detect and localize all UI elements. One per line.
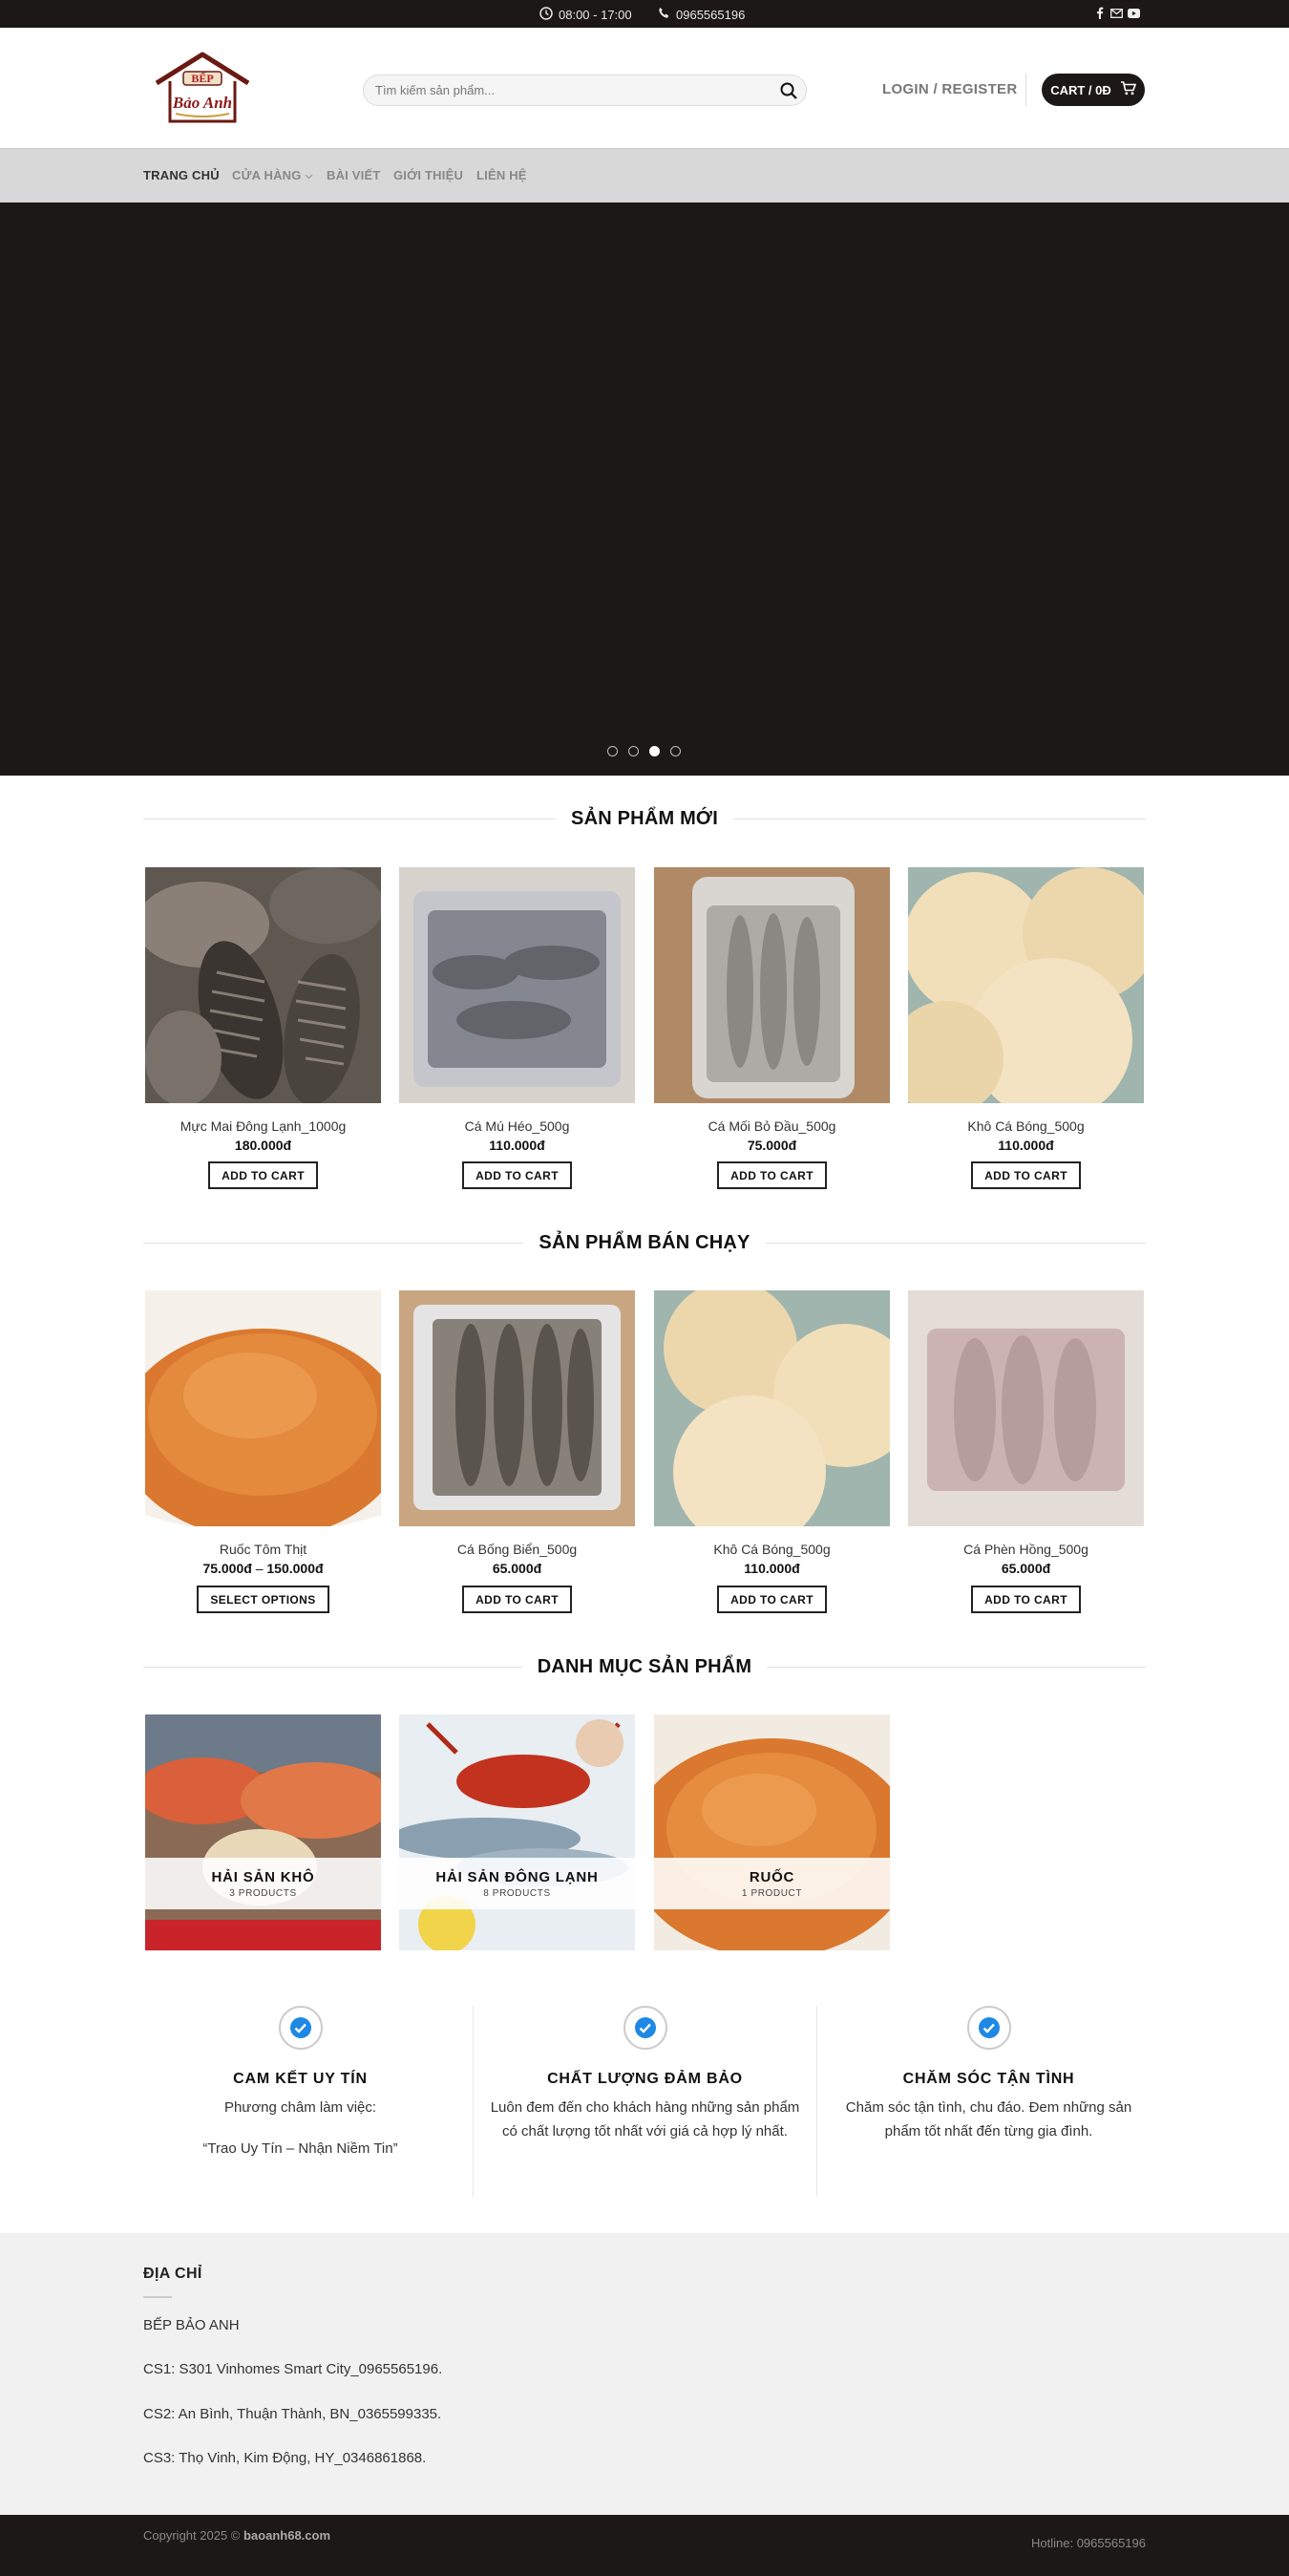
- cart-icon: [1120, 81, 1136, 98]
- top-bar: [0, 0, 1289, 28]
- category-caption: [654, 1858, 890, 1909]
- hours-text: 08:00 - 17:00: [559, 8, 632, 22]
- cart-button[interactable]: [1042, 74, 1145, 106]
- clock-icon: [539, 7, 553, 23]
- hero-slider[interactable]: [0, 202, 1289, 776]
- product-image[interactable]: [399, 867, 635, 1103]
- search-input[interactable]: [375, 75, 757, 105]
- opening-hours: [539, 7, 632, 23]
- price-high: 150.000đ: [266, 1561, 324, 1576]
- category-name: HẢI SẢN ĐÔNG LẠNH: [435, 1869, 599, 1885]
- nav-item-contact[interactable]: LIÊN HỆ: [476, 168, 527, 182]
- product-name[interactable]: Khô Cá Bóng_500g: [967, 1118, 1085, 1134]
- copyright: [143, 2528, 330, 2543]
- section-title-best-sellers: [143, 1228, 1146, 1257]
- product-price: 110.000đ: [744, 1561, 800, 1576]
- nav-item-blog[interactable]: BÀI VIẾT: [327, 168, 381, 182]
- feature-text: Luôn đem đến cho khách hàng những sản phẩm có chất lượng tốt nhất với giá cả hợp lý nhất.: [490, 2099, 800, 2140]
- category-card-floss[interactable]: [654, 1714, 890, 1950]
- slider-dot-1[interactable]: [607, 746, 618, 756]
- feature-care: [819, 2006, 1158, 2143]
- product-price: 75.000đ: [747, 1138, 797, 1153]
- nav-item-shop-label: CỬA HÀNG: [232, 168, 302, 182]
- product-image[interactable]: [654, 1290, 890, 1526]
- phone-contact[interactable]: [658, 7, 745, 22]
- copyright-site-link[interactable]: baoanh68.com: [243, 2528, 331, 2543]
- product-image[interactable]: [145, 1290, 381, 1526]
- svg-text:BẾP: BẾP: [191, 72, 214, 85]
- feature-quality: [475, 2006, 814, 2143]
- category-caption: [145, 1858, 381, 1909]
- site-logo[interactable]: [151, 49, 254, 129]
- check-circle-icon: [623, 2006, 667, 2050]
- select-options-button[interactable]: SELECT OPTIONS: [197, 1586, 329, 1613]
- product-name[interactable]: Cá Phèn Hồng_500g: [963, 1542, 1088, 1557]
- nav-item-home[interactable]: TRANG CHỦ: [143, 168, 220, 182]
- price-low: 75.000đ: [202, 1561, 252, 1576]
- add-to-cart-button[interactable]: ADD TO CART: [971, 1586, 1081, 1613]
- feature-title: CAM KẾT UY TÍN: [233, 2071, 368, 2087]
- cart-label: CART / 0Đ: [1050, 82, 1111, 97]
- footer-bottom-bar: [0, 2515, 1289, 2576]
- footer-title-underline: [143, 2296, 172, 2298]
- search-icon[interactable]: [779, 81, 798, 100]
- chevron-down-icon: [305, 168, 313, 182]
- section-heading: SẢN PHẨM BÁN CHẠY: [539, 1231, 750, 1253]
- svg-text:Bảo Anh: Bảo Anh: [172, 94, 233, 112]
- product-image[interactable]: [908, 1290, 1144, 1526]
- feature-text: Chăm sóc tận tình, chu đáo. Đem những sản phẩm tốt nhất đến từng gia đình.: [845, 2099, 1132, 2140]
- product-name[interactable]: Ruốc Tôm Thịt: [219, 1542, 307, 1557]
- header-divider: [1025, 74, 1026, 106]
- product-image[interactable]: [908, 867, 1144, 1103]
- site-header: [0, 28, 1289, 149]
- feature-title: CHẤT LƯỢNG ĐẢM BẢO: [547, 2071, 743, 2087]
- footer-line: CS2: An Bình, Thuận Thành, BN_0365599335.: [143, 2406, 442, 2422]
- footer-line: CS1: S301 Vinhomes Smart City_0965565196.: [143, 2361, 443, 2377]
- category-card-dried-seafood[interactable]: [145, 1714, 381, 1950]
- section-heading: SẢN PHẨM MỚI: [571, 807, 718, 829]
- category-count: 8 PRODUCTS: [483, 1888, 551, 1899]
- category-caption: [399, 1858, 635, 1909]
- login-register-link[interactable]: LOGIN / REGISTER: [882, 81, 1018, 97]
- category-count: 3 PRODUCTS: [229, 1888, 297, 1899]
- phone-text: 0965565196: [676, 7, 746, 22]
- product-name[interactable]: Cá Mối Bỏ Đầu_500g: [708, 1118, 836, 1134]
- add-to-cart-button[interactable]: ADD TO CART: [971, 1161, 1081, 1189]
- facebook-icon[interactable]: [1093, 7, 1106, 19]
- product-name[interactable]: Khô Cá Bóng_500g: [713, 1542, 831, 1557]
- product-price: 180.000đ: [234, 1138, 292, 1153]
- add-to-cart-button[interactable]: ADD TO CART: [208, 1161, 318, 1189]
- add-to-cart-button[interactable]: ADD TO CART: [717, 1586, 827, 1613]
- copyright-prefix: Copyright 2025 ©: [143, 2528, 241, 2543]
- category-name: HẢI SẢN KHÔ: [211, 1869, 315, 1885]
- category-count: 1 PRODUCT: [741, 1888, 803, 1899]
- product-price: 65.000đ: [1001, 1561, 1051, 1576]
- section-heading: DANH MỤC SẢN PHẨM: [537, 1655, 752, 1677]
- footer-address: [0, 2233, 1289, 2515]
- feature-divider: [473, 2006, 474, 2197]
- main-navigation: [0, 149, 1289, 202]
- product-name[interactable]: Mực Mai Đông Lạnh_1000g: [180, 1118, 347, 1134]
- feature-text: Phương châm làm việc:: [223, 2099, 377, 2116]
- add-to-cart-button[interactable]: ADD TO CART: [462, 1586, 572, 1613]
- email-icon[interactable]: [1110, 7, 1123, 19]
- feature-title: CHĂM SÓC TẬN TÌNH: [902, 2071, 1075, 2087]
- check-circle-icon: [967, 2006, 1011, 2050]
- section-title-new-products: [143, 804, 1146, 833]
- footer-line: BẾP BẢO ANH: [143, 2317, 240, 2333]
- category-card-frozen-seafood[interactable]: [399, 1714, 635, 1950]
- add-to-cart-button[interactable]: ADD TO CART: [717, 1161, 827, 1189]
- check-circle-icon: [279, 2006, 323, 2050]
- product-image[interactable]: [654, 867, 890, 1103]
- phone-icon: [658, 7, 670, 22]
- product-price: 65.000đ: [492, 1561, 542, 1576]
- slider-dot-2[interactable]: [628, 746, 639, 756]
- product-price: 110.000đ: [998, 1138, 1054, 1153]
- nav-item-shop[interactable]: [232, 168, 313, 182]
- feature-trust: [131, 2006, 470, 2161]
- slider-dot-4[interactable]: [670, 746, 681, 756]
- feature-quote: “Trao Uy Tín – Nhận Niềm Tin”: [202, 2140, 398, 2157]
- footer-line: CS3: Thọ Vinh, Kim Động, HY_0346861868.: [143, 2450, 427, 2466]
- slider-dot-3[interactable]: [649, 746, 660, 756]
- product-name[interactable]: Cá Bống Biển_500g: [456, 1542, 578, 1557]
- nav-item-about[interactable]: GIỚI THIỆU: [393, 168, 464, 182]
- product-price-range: [145, 1561, 381, 1576]
- hotline: Hotline: 0965565196: [1031, 2536, 1146, 2550]
- section-title-categories: [143, 1652, 1146, 1681]
- product-price: 110.000đ: [489, 1138, 545, 1153]
- add-to-cart-button[interactable]: ADD TO CART: [462, 1161, 572, 1189]
- category-name: RUỐC: [749, 1869, 795, 1885]
- footer-title: ĐỊA CHỈ: [143, 2266, 202, 2282]
- product-image[interactable]: [399, 1290, 635, 1526]
- product-image[interactable]: [145, 867, 381, 1103]
- product-name[interactable]: Cá Mú Héo_500g: [464, 1118, 570, 1134]
- search-bar: [363, 75, 807, 106]
- feature-divider: [816, 2006, 817, 2197]
- youtube-icon[interactable]: [1128, 7, 1140, 19]
- price-separator: –: [255, 1561, 264, 1576]
